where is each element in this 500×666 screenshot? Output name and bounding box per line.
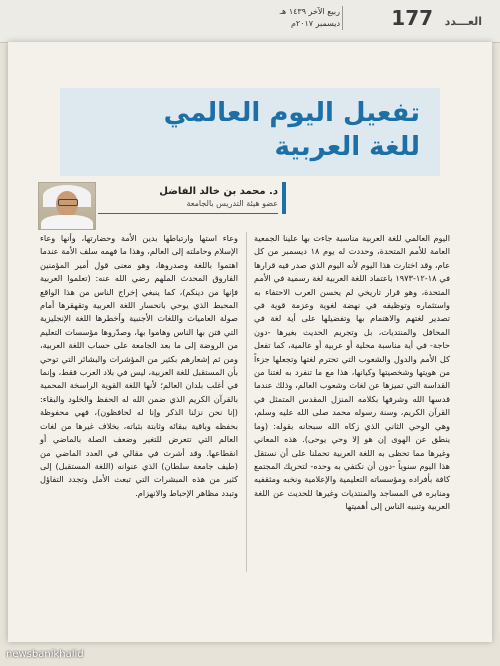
title-line-2: للغة العربية — [274, 132, 420, 162]
article-column-left — [40, 232, 238, 500]
author-name: د. محمد بن خالد الفاضل — [159, 186, 278, 197]
page-header — [0, 0, 500, 43]
watermark: newsbanikhalid — [6, 649, 84, 660]
issue-dates — [250, 6, 340, 30]
author-underline — [98, 213, 278, 214]
header-divider — [342, 6, 343, 30]
column-right-text: اليوم العالمي للغة العربية مناسبة جاءت بها علينا الجمعية العامة للأمم المتحدة، وحددت له يوم ١٨ ديسمبر من كل عام، وقد اختارت هذا اليوم لأنه اليوم الذي صدر فيه قرارها في ١٨-١٢-١٩٧٣ باعتماد اللغة العربية لغة رسمية في الأمم المتحدة، وهو قرار تاريخي لم يحسن العرب الاحتفاء به واستثماره وتوظيفه في نهضة لغوية وعزمة قوية في تصدير لغتهم والاهتمام بها وتفضيلها على أية لغة في المحافل والمنتديات، بل وتجريم الحديث بغيرها -دون حاجة- في أية مناسبة محلية أو عربية أو عالمية، كما تفعل كل الأمم والدول والشعوب التي تحترم لغتها وتجعلها جزءاً من هويتها وشخصيتها وكيانها، هذا مع ما تنفرد به لغتنا من القداسة التي تميزها عن لغات وشعوب العالم، وذلك عندما قدسها الله وشرفها بكلامه المنزل المقدس المتمثل في القرآن الكريم، وسنة رسوله محمد صلى الله عليه وسلم، وهي الوحي الثاني الذي زكاه الله سبحانه بقوله: (وما ينطق عن الهوى إن هو إلا وحي يوحى). هذه المعاني وغيرها مما تحظى به اللغة العربية تحملنا على أن نستقل هذا اليوم سنوياً -دون أن نكتفي به وحده- لتحريك المجتمع كافة بأفراده ومؤسساته التعليمية والإعلامية ونخبه ومثقفيه ومنابره في المساجد والمنتديات وغيرها للحديث عن اللغة العربية وتنبيه الناس إلى أهميتها — [254, 233, 450, 512]
date-hijri: ربيع الآخر ١٤٣٩ هـ — [279, 7, 340, 16]
author-role: عضو هيئة التدريس بالجامعة — [186, 199, 278, 208]
column-left-text: وعاء استها وارتباطها بدين الأمة وحضارتها، وأنها وعاء الإسلام وحاملته إلى العالم، وهذا ما فهمه سلف الأمة عندما اهتموا باللغة وصدروها، وهو معنى قول أمير المؤمنين الفاروق المحدث الملهم رضي الله عنه: (تعلموا العربية فإنها من دينكم)، كما ينبغي إخراج الناس من هذا الواقع المحبط الذي يوحي بانحسار اللغة العربية وتقهقرها أمام صولة العاميات واللغات الأجنبية وأخطرها اللغة الإنجليزية التي فتن بها الناس وهاموا بها، وصدّروها مؤسسات التعليم من الروضة إلى ما بعد الجامعة على حساب اللغة العربية، ومن ثم إشعارهم بكثير من المؤشرات والبشائر التي توحي بأن المستقبل للغة العربية، ليس في بلاد العرب فقط، وإنما في أغلب بلدان العالم؛ لأنها اللغة القوية الراسخة المحمية بالقرآن الكريم الذي ضمن الله له الحفظ والخلود والبقاء: (إنا نحن نزلنا الذكر وإنا له لحافظون)، فهي محفوظة بحفظه وباقية ببقائه وثابتة بثباته، بخلاف غيرها من لغات العالم التي تتعرض للتغير وضعف الصلة بالماضي أو انقطاعها. وقد أشرت في مقالي في العدد الماضي من (طيف جامعة سلطان) الذي عنوانه (اللغة المستقبل) إلى كثير من هذه المبشرات التي تبعث الأمل وتجدد التفاؤل وتبدد مظاهر الإحباط والانهزام. — [40, 233, 238, 498]
author-accent-bar — [282, 182, 286, 214]
author-byline — [98, 186, 278, 208]
author-photo — [38, 182, 96, 230]
issue-label: العـــدد — [444, 15, 482, 28]
article-title — [80, 96, 420, 164]
issue-number — [391, 6, 482, 30]
issue-number-value: 177 — [391, 6, 434, 30]
column-divider — [246, 232, 247, 572]
title-block — [60, 88, 440, 176]
date-gregorian: ديسمبر ٢٠١٧م — [290, 19, 340, 28]
title-line-1: تفعيل اليوم العالمي — [163, 98, 420, 128]
article-column-right — [254, 232, 450, 514]
